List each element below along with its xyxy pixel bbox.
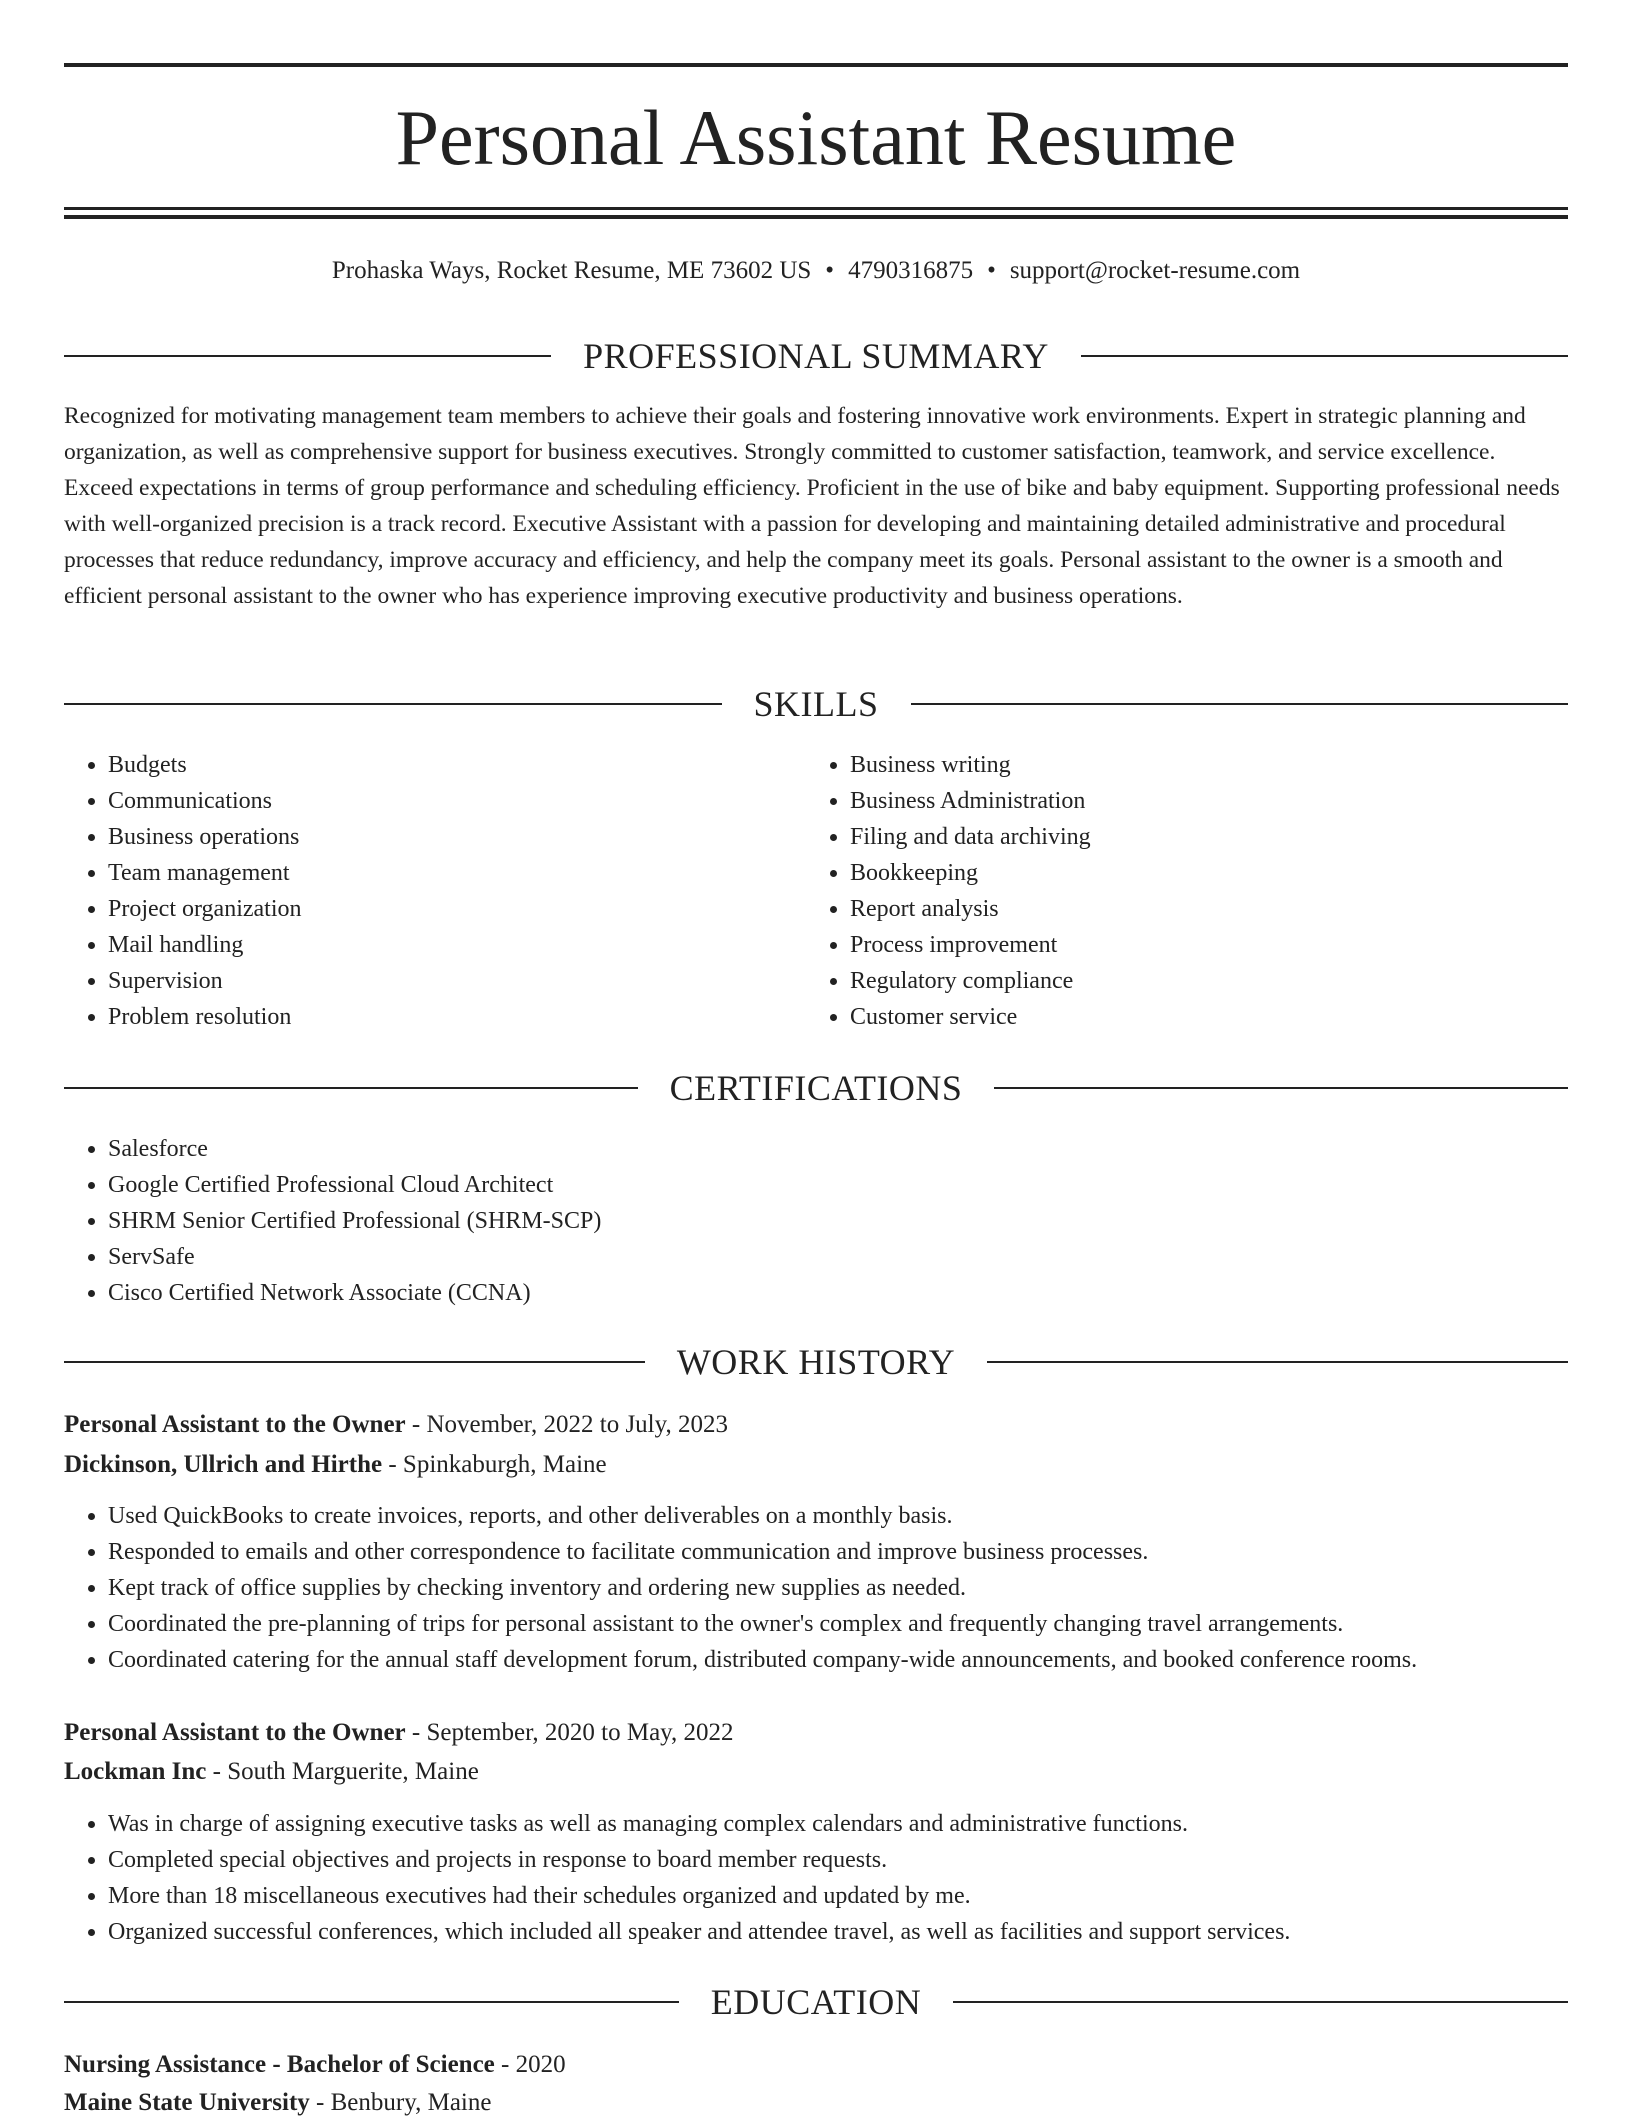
job-title-line xyxy=(64,1407,1568,1443)
contact-separator: • xyxy=(825,257,835,284)
certifications-section-header xyxy=(64,1066,1568,1110)
section-rule xyxy=(987,1361,1568,1363)
job-bullets xyxy=(64,1806,1568,1950)
education-year: - 2020 xyxy=(494,2051,566,2078)
skill-item: • Team management xyxy=(108,855,808,891)
skill-item: • Filing and data archiving xyxy=(850,819,1550,855)
certification-item: • Google Certified Professional Cloud Architect xyxy=(108,1167,1568,1203)
certification-item: • ServSafe xyxy=(108,1239,1568,1275)
job-company: Lockman Inc xyxy=(64,1758,207,1785)
skill-item: • Customer service xyxy=(850,999,1550,1035)
section-rule xyxy=(64,1087,638,1089)
job-dates: - November, 2022 to July, 2023 xyxy=(405,1411,728,1438)
skill-item: • Business Administration xyxy=(850,783,1550,819)
skills-section-header xyxy=(64,682,1568,726)
job-bullet: • Kept track of office supplies by checking inventory and ordering new supplies as needed. xyxy=(108,1570,1568,1606)
skill-item: • Project organization xyxy=(108,891,808,927)
job-title: Personal Assistant to the Owner xyxy=(64,1411,406,1438)
skill-item: • Bookkeeping xyxy=(850,855,1550,891)
job-bullet: • More than 18 miscellaneous executives had their schedules organized and updated by me. xyxy=(108,1878,1568,1914)
work-history-section-header xyxy=(64,1340,1568,1384)
summary-text: Recognized for motivating management team members to achieve their goals and fostering innovative work environments. Expert in strategic planning and organization, as well as comprehensive support for business executives. Strongly committed to customer satisfaction, teamwork, and service excellence. Exceed expectations in terms of group performance and scheduling efficiency. Proficient in the use of bike and baby equipment. Supporting professional needs with well-organized precision is a track record. Executive Assistant with a passion for developing and maintaining detailed administrative and procedural processes that reduce redundancy, improve accuracy and efficiency, and help the company meet its goals. Personal assistant to the owner is a smooth and efficient personal assistant to the owner who has experience improving executive productivity and business operations. xyxy=(64,403,1560,609)
job-dates: - September, 2020 to May, 2022 xyxy=(405,1719,734,1746)
job-bullet: • Was in charge of assigning executive tasks as well as managing complex calendars and administrative functions. xyxy=(108,1806,1568,1842)
section-title: PROFESSIONAL SUMMARY xyxy=(583,336,1049,376)
education-degree: Nursing Assistance - Bachelor of Science xyxy=(64,2051,495,2078)
skill-item: • Mail handling xyxy=(108,927,808,963)
contact-phone: 4790316875 xyxy=(848,257,974,284)
skill-item: • Business writing xyxy=(850,747,1550,783)
section-title: CERTIFICATIONS xyxy=(669,1068,963,1108)
section-rule xyxy=(911,703,1569,705)
education-section-header xyxy=(64,1980,1568,2024)
contact-line xyxy=(64,254,1568,288)
job-company: Dickinson, Ullrich and Hirthe xyxy=(64,1451,383,1478)
skills-list-right xyxy=(806,747,1550,1035)
education-school-line xyxy=(64,2085,1568,2121)
job-bullet: • Coordinated catering for the annual staff development forum, distributed company-wide announcements, and booked conference rooms. xyxy=(108,1642,1568,1678)
section-title: EDUCATION xyxy=(710,1982,922,2022)
summary-section-header xyxy=(64,334,1568,378)
job-company-line xyxy=(64,1447,1568,1483)
section-rule xyxy=(953,2001,1568,2003)
section-rule xyxy=(64,1361,645,1363)
job-location: - Spinkaburgh, Maine xyxy=(382,1451,607,1478)
education-degree-line xyxy=(64,2047,1568,2083)
contact-separator: • xyxy=(987,257,996,284)
top-rule xyxy=(64,63,1568,67)
section-rule xyxy=(1081,355,1568,357)
skill-item: • Business operations xyxy=(108,819,808,855)
certifications-list xyxy=(64,1131,1568,1311)
section-title: SKILLS xyxy=(753,684,879,724)
job-title: Personal Assistant to the Owner xyxy=(64,1719,406,1746)
contact-email: support@rocket-resume.com xyxy=(1009,257,1301,284)
section-rule xyxy=(64,703,722,705)
job-title-line xyxy=(64,1715,1568,1751)
certification-item: • Cisco Certified Network Associate (CCNA) xyxy=(108,1275,1568,1311)
certification-item: • Salesforce xyxy=(108,1131,1568,1167)
contact-address: Prohaska Ways, Rocket Resume, ME 73602 US xyxy=(331,257,812,284)
section-title: WORK HISTORY xyxy=(676,1342,956,1382)
job-bullet: • Used QuickBooks to create invoices, reports, and other deliverables on a monthly basis. xyxy=(108,1498,1568,1534)
skills-list-left xyxy=(64,747,808,1035)
education-location: - Benbury, Maine xyxy=(309,2089,492,2116)
job-bullet: • Coordinated the pre-planning of trips for personal assistant to the owner's complex and frequently changing travel arrangements. xyxy=(108,1606,1568,1642)
job-location: - South Marguerite, Maine xyxy=(206,1758,479,1785)
job-bullet: • Responded to emails and other correspondence to facilitate communication and improve business processes. xyxy=(108,1534,1568,1570)
skill-item: • Process improvement xyxy=(850,927,1550,963)
job-bullets xyxy=(64,1498,1568,1678)
section-rule xyxy=(994,1087,1568,1089)
certification-item: • SHRM Senior Certified Professional (SHRM-SCP) xyxy=(108,1203,1568,1239)
job-bullet: • Organized successful conferences, which included all speaker and attendee travel, as well as facilities and support services. xyxy=(108,1914,1568,1950)
title-rule-lower xyxy=(64,215,1568,219)
resume-title: Personal Assistant Resume xyxy=(395,94,1237,181)
section-rule xyxy=(64,2001,679,2003)
section-rule xyxy=(64,355,551,357)
skill-item: • Budgets xyxy=(108,747,808,783)
skill-item: • Problem resolution xyxy=(108,999,808,1035)
skill-item: • Supervision xyxy=(108,963,808,999)
education-school: Maine State University xyxy=(64,2089,310,2116)
job-bullet: • Completed special objectives and projects in response to board member requests. xyxy=(108,1842,1568,1878)
skill-item: • Communications xyxy=(108,783,808,819)
job-company-line xyxy=(64,1754,1568,1790)
skill-item: • Report analysis xyxy=(850,891,1550,927)
title-rule-upper xyxy=(64,207,1568,210)
skill-item: • Regulatory compliance xyxy=(850,963,1550,999)
